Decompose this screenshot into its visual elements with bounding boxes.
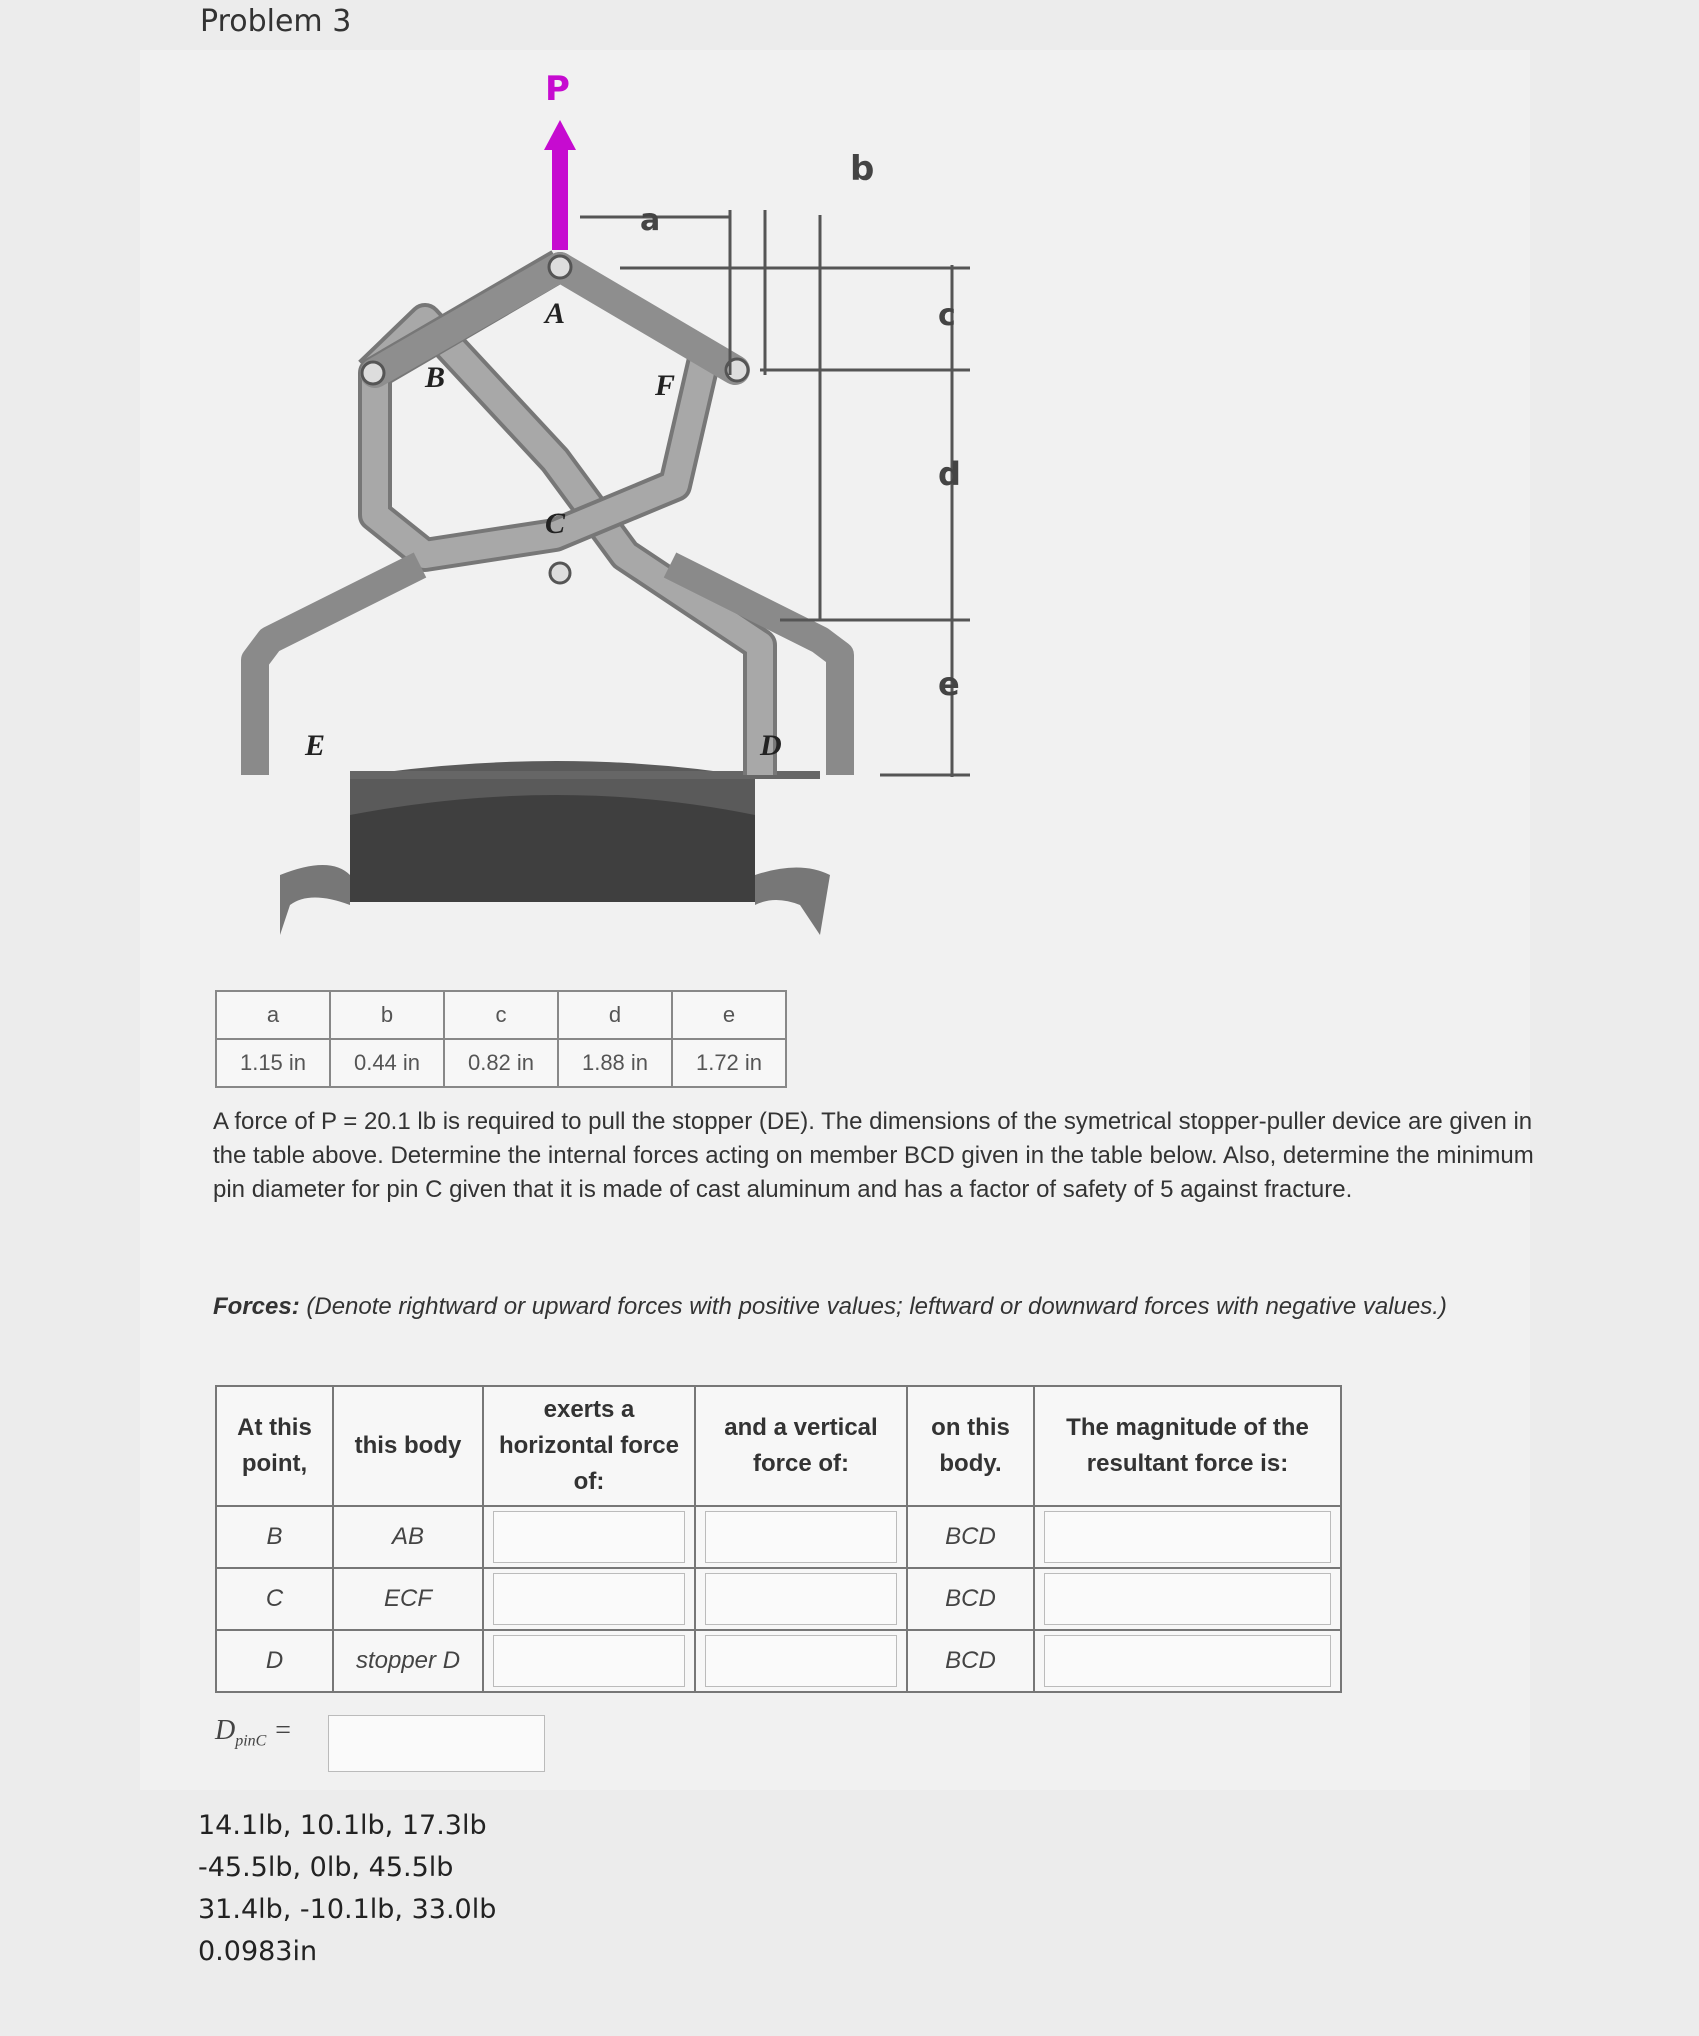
vertical-force-input[interactable] (705, 1573, 897, 1625)
link-af (560, 267, 735, 370)
dim-value-c: 0.82 in (444, 1039, 558, 1087)
dim-label-a: a (640, 203, 661, 238)
horizontal-force-input[interactable] (493, 1635, 685, 1687)
row-on-body: BCD (907, 1568, 1034, 1630)
dim-label-e: e (938, 665, 960, 703)
header-resultant: The magnitude of the resultant force is: (1034, 1386, 1341, 1506)
forces-label: Forces: (213, 1293, 300, 1320)
problem-statement: A force of P = 20.1 lb is required to pull the stopper (DE). The dimensions of the symetrical stopper-puller device are given in the table above. Determine the internal forces acting on member BCD given in the table below. Also, determine the minimum pin diameter for pin C given that it is made of cast aluminum and has a factor of safety of 5 against fracture. (213, 1108, 1534, 1203)
dim-header-b: b (330, 991, 444, 1039)
forces-row-d (216, 1630, 1341, 1692)
answer-line: 31.4lb, -10.1lb, 33.0lb (198, 1894, 497, 1925)
force-p-arrow-head (544, 120, 576, 150)
row-point: D (216, 1630, 333, 1692)
stopper-ground-left (280, 865, 350, 935)
answer-notes (198, 1805, 496, 1973)
dim-value-b: 0.44 in (330, 1039, 444, 1087)
horizontal-force-input[interactable] (493, 1573, 685, 1625)
stopper-ground-right (755, 868, 830, 936)
point-label-b: B (425, 361, 446, 394)
member-e-leg (255, 565, 420, 775)
dim-header-c: c (444, 991, 558, 1039)
forces-row-b (216, 1506, 1341, 1568)
dim-value-e: 1.72 in (672, 1039, 786, 1087)
header-vertical-force: and a vertical force of: (695, 1386, 907, 1506)
page-title: Problem 3 (200, 4, 352, 39)
header-point: At this point, (216, 1386, 333, 1506)
answer-line: 0.0983in (198, 1936, 318, 1967)
forces-instructions (213, 1290, 1513, 1324)
forces-row-c (216, 1568, 1341, 1630)
dim-header-e: e (672, 991, 786, 1039)
pin-c (550, 563, 570, 583)
pin-label-subscript: pinC (235, 1732, 267, 1750)
vertical-force-input[interactable] (705, 1635, 897, 1687)
pin-diameter-label (215, 1715, 292, 1751)
point-label-a: A (545, 297, 566, 330)
header-horizontal-force: exerts a horizontal force of: (483, 1386, 695, 1506)
header-on-body: on this body. (907, 1386, 1034, 1506)
dim-value-a: 1.15 in (216, 1039, 330, 1087)
stopper-puller-diagram (200, 55, 1030, 965)
pin-a (549, 256, 571, 278)
dimensions-header-row (216, 991, 786, 1039)
resultant-force-input[interactable] (1044, 1635, 1331, 1687)
row-on-body: BCD (907, 1630, 1034, 1692)
pin-b (362, 362, 384, 384)
forces-table (215, 1385, 1342, 1693)
row-point: C (216, 1568, 333, 1630)
resultant-force-input[interactable] (1044, 1511, 1331, 1563)
header-body: this body (333, 1386, 483, 1506)
force-p-label: P (545, 69, 570, 109)
pin-diameter-input[interactable] (328, 1715, 545, 1772)
pin-label-equals: = (273, 1715, 293, 1746)
dim-value-d: 1.88 in (558, 1039, 672, 1087)
point-label-e: E (305, 729, 326, 762)
row-body: stopper D (333, 1630, 483, 1692)
pin-label-symbol: D (215, 1715, 236, 1746)
forces-header-row (216, 1386, 1341, 1506)
point-label-d: D (760, 729, 782, 762)
horizontal-force-input[interactable] (493, 1511, 685, 1563)
row-on-body: BCD (907, 1506, 1034, 1568)
vertical-force-input[interactable] (705, 1511, 897, 1563)
dim-label-d: d (938, 455, 961, 493)
resultant-force-input[interactable] (1044, 1573, 1331, 1625)
row-body: ECF (333, 1568, 483, 1630)
row-body: AB (333, 1506, 483, 1568)
dimensions-table (215, 990, 787, 1088)
answer-line: -45.5lb, 0lb, 45.5lb (198, 1852, 454, 1883)
diagram-svg (200, 55, 1030, 965)
dim-header-a: a (216, 991, 330, 1039)
point-label-c: C (545, 507, 566, 540)
dim-header-d: d (558, 991, 672, 1039)
answer-line: 14.1lb, 10.1lb, 17.3lb (198, 1810, 487, 1841)
dim-label-c: c (938, 298, 956, 333)
forces-note-text: (Denote rightward or upward forces with positive values; leftward or downward forces with negative values.) (306, 1293, 1447, 1320)
point-label-f: F (655, 369, 676, 402)
dimensions-value-row (216, 1039, 786, 1087)
dim-label-b: b (850, 149, 875, 189)
row-point: B (216, 1506, 333, 1568)
